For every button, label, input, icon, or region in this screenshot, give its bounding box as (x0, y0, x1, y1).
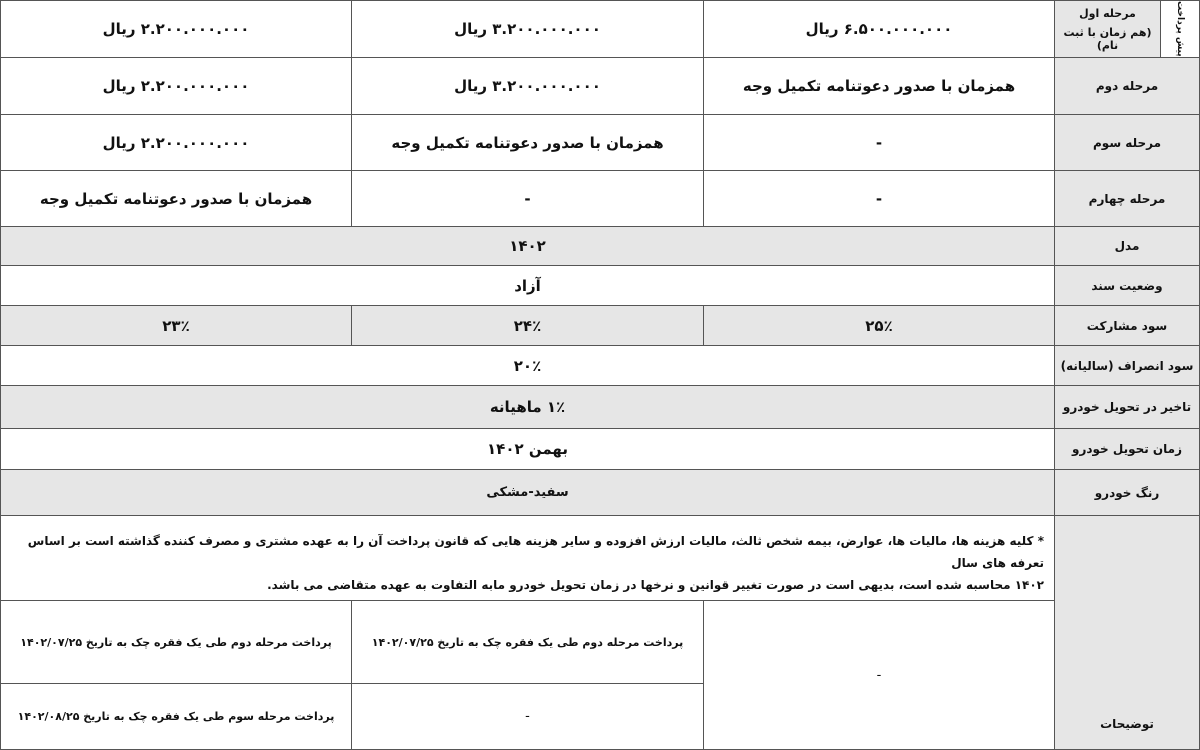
stage3-label: مرحله سوم (1054, 114, 1200, 171)
stage1-label-line1: مرحله اول (1079, 6, 1136, 20)
model-label: مدل (1054, 226, 1200, 266)
stage1-value-col2: ۳.۲۰۰.۰۰۰.۰۰۰ ریال (351, 0, 704, 58)
stage3-value-col3: ۲.۲۰۰.۰۰۰.۰۰۰ ریال (0, 114, 352, 171)
stage3-value-col1: - (703, 114, 1055, 171)
stage1-value-col3: ۲.۲۰۰.۰۰۰.۰۰۰ ریال (0, 0, 352, 58)
stage4-value-col3: همزمان با صدور دعوتنامه تکمیل وجه (0, 170, 352, 227)
delivery-delay-value: ۱٪ ماهیانه (0, 385, 1055, 429)
cancellation-profit-value: ۲۰٪ (0, 345, 1055, 386)
notes-text (0, 515, 1055, 601)
notes-text-line1: * کلیه هزینه ها، مالیات ها، عوارض، بیمه شخص ثالث، مالیات ارزش افزوده و سایر هزینه هایی که قانون پرداخت آن را به عهده مشتری و مصرف کننده گذاشته است بر اساس تعرفه های سال (27, 534, 1044, 570)
cancellation-profit-label: سود انصراف (سالیانه) (1054, 345, 1200, 386)
delivery-time-label: زمان تحویل خودرو (1054, 428, 1200, 470)
stage1-label-line2: (هم زمان با ثبت نام) (1063, 25, 1152, 52)
car-color-value: سفید-مشکی (0, 469, 1055, 516)
stage2-value-col2: ۳.۲۰۰.۰۰۰.۰۰۰ ریال (351, 57, 704, 115)
stage1-value-col1: ۶.۵۰۰.۰۰۰.۰۰۰ ریال (703, 0, 1055, 58)
delivery-time-value: بهمن ۱۴۰۲ (0, 428, 1055, 470)
notes-col3-row1: پرداخت مرحله دوم طی یک فقره چک به تاریخ ۱۴۰۲/۰۷/۲۵ (0, 600, 352, 684)
stage2-value-col3: ۲.۲۰۰.۰۰۰.۰۰۰ ریال (0, 57, 352, 115)
notes-col2-row2: - (351, 683, 704, 750)
stage4-value-col1: - (703, 170, 1055, 227)
notes-text-line2: ۱۴۰۲ محاسبه شده است، بدیهی است در صورت تغییر قوانین و نرخها در زمان تحویل خودرو مابه التفاوت به عهده متقاضی می باشد. (267, 578, 1044, 592)
participation-profit-label: سود مشارکت (1054, 305, 1200, 346)
notes-col2-row1: پرداخت مرحله دوم طی یک فقره چک به تاریخ ۱۴۰۲/۰۷/۲۵ (351, 600, 704, 684)
participation-profit-col3: ۲۳٪ (0, 305, 352, 346)
notes-label: توضیحات (1054, 515, 1200, 750)
participation-profit-col1: ۲۵٪ (703, 305, 1055, 346)
stage4-value-col2: - (351, 170, 704, 227)
participation-profit-col2: ۲۴٪ (351, 305, 704, 346)
stage2-value-col1: همزمان با صدور دعوتنامه تکمیل وجه (703, 57, 1055, 115)
stage4-label: مرحله چهارم (1054, 170, 1200, 227)
document-status-label: وضعیت سند (1054, 265, 1200, 306)
car-color-label: رنگ خودرو (1054, 469, 1200, 516)
notes-col1: - (703, 600, 1055, 750)
prepayment-vertical-header: پیش پرداخت (1160, 0, 1200, 58)
notes-col3-row2: پرداخت مرحله سوم طی یک فقره چک به تاریخ ۱۴۰۲/۰۸/۲۵ (0, 683, 352, 750)
document-status-value: آزاد (0, 265, 1055, 306)
stage2-label: مرحله دوم (1054, 57, 1200, 115)
stage1-label (1054, 0, 1161, 58)
model-value: ۱۴۰۲ (0, 226, 1055, 266)
stage3-value-col2: همزمان با صدور دعوتنامه تکمیل وجه (351, 114, 704, 171)
delivery-delay-label: تاخیر در تحویل خودرو (1054, 385, 1200, 429)
